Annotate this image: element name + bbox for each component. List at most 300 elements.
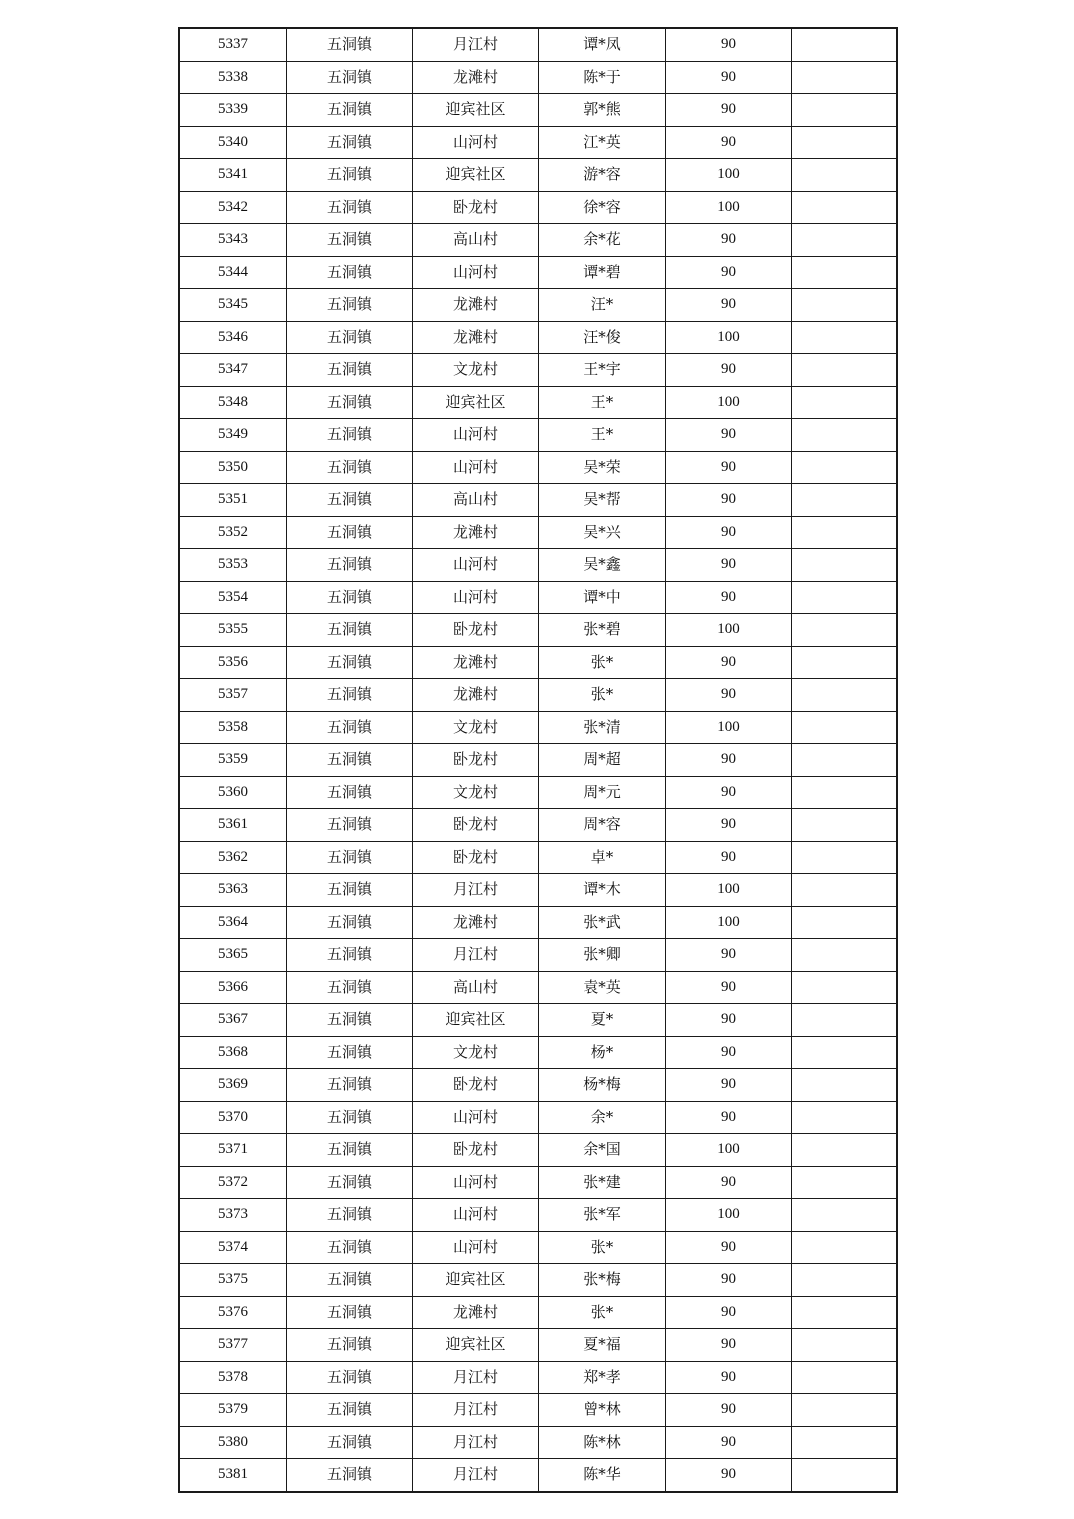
table-row xyxy=(179,1069,897,1102)
village-cell: 卧龙村 xyxy=(413,809,539,842)
town-cell: 五洞镇 xyxy=(287,419,413,452)
amount-cell: 90 xyxy=(666,256,792,289)
person-name-cell: 谭*碧 xyxy=(539,256,666,289)
serial-number-cell: 5360 xyxy=(179,776,287,809)
amount-cell: 90 xyxy=(666,516,792,549)
serial-number-cell: 5340 xyxy=(179,126,287,159)
village-cell: 山河村 xyxy=(413,1199,539,1232)
table-row xyxy=(179,1004,897,1037)
person-name-cell: 周*元 xyxy=(539,776,666,809)
serial-number-cell: 5342 xyxy=(179,191,287,224)
town-cell: 五洞镇 xyxy=(287,1166,413,1199)
person-name-cell: 夏*福 xyxy=(539,1329,666,1362)
town-cell: 五洞镇 xyxy=(287,711,413,744)
person-name-cell: 杨*梅 xyxy=(539,1069,666,1102)
town-cell: 五洞镇 xyxy=(287,1296,413,1329)
village-cell: 迎宾社区 xyxy=(413,1329,539,1362)
village-cell: 山河村 xyxy=(413,1101,539,1134)
remark-cell xyxy=(792,484,898,517)
remark-cell xyxy=(792,1134,898,1167)
town-cell: 五洞镇 xyxy=(287,744,413,777)
table-row xyxy=(179,744,897,777)
town-cell: 五洞镇 xyxy=(287,484,413,517)
remark-cell xyxy=(792,1264,898,1297)
serial-number-cell: 5374 xyxy=(179,1231,287,1264)
person-name-cell: 余* xyxy=(539,1101,666,1134)
person-name-cell: 王* xyxy=(539,419,666,452)
person-name-cell: 王*宇 xyxy=(539,354,666,387)
person-name-cell: 张*卿 xyxy=(539,939,666,972)
table-row xyxy=(179,1264,897,1297)
table-row xyxy=(179,874,897,907)
person-name-cell: 袁*英 xyxy=(539,971,666,1004)
serial-number-cell: 5358 xyxy=(179,711,287,744)
amount-cell: 90 xyxy=(666,1036,792,1069)
table-row xyxy=(179,809,897,842)
remark-cell xyxy=(792,906,898,939)
serial-number-cell: 5341 xyxy=(179,159,287,192)
remark-cell xyxy=(792,549,898,582)
town-cell: 五洞镇 xyxy=(287,354,413,387)
village-cell: 高山村 xyxy=(413,224,539,257)
amount-cell: 90 xyxy=(666,1069,792,1102)
remark-cell xyxy=(792,744,898,777)
table-row xyxy=(179,159,897,192)
person-name-cell: 曾*林 xyxy=(539,1394,666,1427)
village-cell: 月江村 xyxy=(413,1459,539,1492)
remark-cell xyxy=(792,711,898,744)
town-cell: 五洞镇 xyxy=(287,451,413,484)
serial-number-cell: 5354 xyxy=(179,581,287,614)
town-cell: 五洞镇 xyxy=(287,94,413,127)
village-cell: 月江村 xyxy=(413,1361,539,1394)
town-cell: 五洞镇 xyxy=(287,1004,413,1037)
table-row xyxy=(179,224,897,257)
remark-cell xyxy=(792,1199,898,1232)
town-cell: 五洞镇 xyxy=(287,679,413,712)
town-cell: 五洞镇 xyxy=(287,1069,413,1102)
amount-cell: 100 xyxy=(666,906,792,939)
remark-cell xyxy=(792,256,898,289)
serial-number-cell: 5364 xyxy=(179,906,287,939)
amount-cell: 90 xyxy=(666,94,792,127)
table-row xyxy=(179,841,897,874)
town-cell: 五洞镇 xyxy=(287,809,413,842)
person-name-cell: 卓* xyxy=(539,841,666,874)
town-cell: 五洞镇 xyxy=(287,646,413,679)
town-cell: 五洞镇 xyxy=(287,1426,413,1459)
serial-number-cell: 5347 xyxy=(179,354,287,387)
remark-cell xyxy=(792,224,898,257)
town-cell: 五洞镇 xyxy=(287,1361,413,1394)
person-name-cell: 张* xyxy=(539,1296,666,1329)
table-row xyxy=(179,386,897,419)
village-cell: 卧龙村 xyxy=(413,614,539,647)
serial-number-cell: 5377 xyxy=(179,1329,287,1362)
remark-cell xyxy=(792,159,898,192)
remark-cell xyxy=(792,1296,898,1329)
village-cell: 龙滩村 xyxy=(413,906,539,939)
table-row xyxy=(179,1231,897,1264)
table-row xyxy=(179,1134,897,1167)
remark-cell xyxy=(792,191,898,224)
person-name-cell: 张*军 xyxy=(539,1199,666,1232)
amount-cell: 100 xyxy=(666,874,792,907)
town-cell: 五洞镇 xyxy=(287,549,413,582)
serial-number-cell: 5348 xyxy=(179,386,287,419)
serial-number-cell: 5380 xyxy=(179,1426,287,1459)
serial-number-cell: 5378 xyxy=(179,1361,287,1394)
person-name-cell: 谭*中 xyxy=(539,581,666,614)
serial-number-cell: 5350 xyxy=(179,451,287,484)
village-cell: 卧龙村 xyxy=(413,841,539,874)
amount-cell: 100 xyxy=(666,614,792,647)
person-name-cell: 陈*华 xyxy=(539,1459,666,1492)
amount-cell: 100 xyxy=(666,711,792,744)
amount-cell: 100 xyxy=(666,1199,792,1232)
table-row xyxy=(179,256,897,289)
table-row xyxy=(179,971,897,1004)
remark-cell xyxy=(792,614,898,647)
amount-cell: 90 xyxy=(666,744,792,777)
village-cell: 文龙村 xyxy=(413,354,539,387)
remark-cell xyxy=(792,646,898,679)
amount-cell: 100 xyxy=(666,159,792,192)
village-cell: 卧龙村 xyxy=(413,191,539,224)
serial-number-cell: 5367 xyxy=(179,1004,287,1037)
amount-cell: 90 xyxy=(666,1426,792,1459)
remark-cell xyxy=(792,971,898,1004)
village-cell: 月江村 xyxy=(413,28,539,61)
remark-cell xyxy=(792,874,898,907)
person-name-cell: 张* xyxy=(539,679,666,712)
serial-number-cell: 5361 xyxy=(179,809,287,842)
remark-cell xyxy=(792,1036,898,1069)
serial-number-cell: 5365 xyxy=(179,939,287,972)
amount-cell: 90 xyxy=(666,971,792,1004)
person-name-cell: 张*建 xyxy=(539,1166,666,1199)
table-row xyxy=(179,939,897,972)
table-row xyxy=(179,1459,897,1492)
village-cell: 迎宾社区 xyxy=(413,386,539,419)
table-row xyxy=(179,126,897,159)
amount-cell: 90 xyxy=(666,1264,792,1297)
table-row xyxy=(179,581,897,614)
serial-number-cell: 5379 xyxy=(179,1394,287,1427)
remark-cell xyxy=(792,94,898,127)
remark-cell xyxy=(792,126,898,159)
remark-cell xyxy=(792,451,898,484)
amount-cell: 90 xyxy=(666,419,792,452)
person-name-cell: 谭*凤 xyxy=(539,28,666,61)
amount-cell: 90 xyxy=(666,939,792,972)
remark-cell xyxy=(792,776,898,809)
town-cell: 五洞镇 xyxy=(287,614,413,647)
serial-number-cell: 5366 xyxy=(179,971,287,1004)
table-row xyxy=(179,1036,897,1069)
town-cell: 五洞镇 xyxy=(287,1231,413,1264)
town-cell: 五洞镇 xyxy=(287,28,413,61)
amount-cell: 90 xyxy=(666,1329,792,1362)
person-name-cell: 杨* xyxy=(539,1036,666,1069)
person-name-cell: 吴*鑫 xyxy=(539,549,666,582)
amount-cell: 90 xyxy=(666,549,792,582)
person-name-cell: 张*梅 xyxy=(539,1264,666,1297)
table-row xyxy=(179,679,897,712)
serial-number-cell: 5338 xyxy=(179,61,287,94)
amount-cell: 90 xyxy=(666,354,792,387)
remark-cell xyxy=(792,809,898,842)
remark-cell xyxy=(792,1329,898,1362)
person-name-cell: 郭*熊 xyxy=(539,94,666,127)
amount-cell: 90 xyxy=(666,451,792,484)
amount-cell: 90 xyxy=(666,28,792,61)
person-name-cell: 江*英 xyxy=(539,126,666,159)
table-row xyxy=(179,1199,897,1232)
amount-cell: 90 xyxy=(666,646,792,679)
amount-cell: 90 xyxy=(666,484,792,517)
amount-cell: 90 xyxy=(666,1394,792,1427)
remark-cell xyxy=(792,1394,898,1427)
serial-number-cell: 5375 xyxy=(179,1264,287,1297)
amount-cell: 90 xyxy=(666,1459,792,1492)
person-name-cell: 余*花 xyxy=(539,224,666,257)
person-name-cell: 王* xyxy=(539,386,666,419)
amount-cell: 100 xyxy=(666,386,792,419)
serial-number-cell: 5349 xyxy=(179,419,287,452)
amount-cell: 90 xyxy=(666,1296,792,1329)
town-cell: 五洞镇 xyxy=(287,1459,413,1492)
person-name-cell: 游*容 xyxy=(539,159,666,192)
table-row xyxy=(179,776,897,809)
town-cell: 五洞镇 xyxy=(287,224,413,257)
town-cell: 五洞镇 xyxy=(287,1199,413,1232)
amount-cell: 90 xyxy=(666,126,792,159)
village-cell: 文龙村 xyxy=(413,1036,539,1069)
remark-cell xyxy=(792,841,898,874)
serial-number-cell: 5376 xyxy=(179,1296,287,1329)
town-cell: 五洞镇 xyxy=(287,386,413,419)
remark-cell xyxy=(792,1361,898,1394)
town-cell: 五洞镇 xyxy=(287,581,413,614)
serial-number-cell: 5345 xyxy=(179,289,287,322)
serial-number-cell: 5363 xyxy=(179,874,287,907)
table-row xyxy=(179,1166,897,1199)
serial-number-cell: 5355 xyxy=(179,614,287,647)
village-cell: 迎宾社区 xyxy=(413,1264,539,1297)
town-cell: 五洞镇 xyxy=(287,1264,413,1297)
serial-number-cell: 5337 xyxy=(179,28,287,61)
village-cell: 山河村 xyxy=(413,419,539,452)
serial-number-cell: 5353 xyxy=(179,549,287,582)
table-row xyxy=(179,1426,897,1459)
amount-cell: 90 xyxy=(666,679,792,712)
remark-cell xyxy=(792,1459,898,1492)
town-cell: 五洞镇 xyxy=(287,126,413,159)
table-row xyxy=(179,1329,897,1362)
person-name-cell: 余*国 xyxy=(539,1134,666,1167)
remark-cell xyxy=(792,61,898,94)
village-cell: 龙滩村 xyxy=(413,679,539,712)
amount-cell: 90 xyxy=(666,581,792,614)
serial-number-cell: 5372 xyxy=(179,1166,287,1199)
amount-cell: 90 xyxy=(666,61,792,94)
table-row xyxy=(179,516,897,549)
village-cell: 山河村 xyxy=(413,256,539,289)
town-cell: 五洞镇 xyxy=(287,776,413,809)
town-cell: 五洞镇 xyxy=(287,321,413,354)
town-cell: 五洞镇 xyxy=(287,1036,413,1069)
table-row xyxy=(179,549,897,582)
person-name-cell: 张* xyxy=(539,1231,666,1264)
table-row xyxy=(179,354,897,387)
serial-number-cell: 5381 xyxy=(179,1459,287,1492)
table-row xyxy=(179,646,897,679)
serial-number-cell: 5346 xyxy=(179,321,287,354)
village-cell: 龙滩村 xyxy=(413,321,539,354)
village-cell: 山河村 xyxy=(413,126,539,159)
village-cell: 山河村 xyxy=(413,581,539,614)
remark-cell xyxy=(792,939,898,972)
person-name-cell: 周*容 xyxy=(539,809,666,842)
table-row xyxy=(179,1394,897,1427)
remark-cell xyxy=(792,419,898,452)
village-cell: 高山村 xyxy=(413,484,539,517)
village-cell: 山河村 xyxy=(413,549,539,582)
village-cell: 龙滩村 xyxy=(413,289,539,322)
town-cell: 五洞镇 xyxy=(287,874,413,907)
serial-number-cell: 5370 xyxy=(179,1101,287,1134)
person-name-cell: 吴*兴 xyxy=(539,516,666,549)
town-cell: 五洞镇 xyxy=(287,1134,413,1167)
remark-cell xyxy=(792,581,898,614)
remark-cell xyxy=(792,321,898,354)
person-name-cell: 汪*俊 xyxy=(539,321,666,354)
remark-cell xyxy=(792,679,898,712)
village-cell: 高山村 xyxy=(413,971,539,1004)
table-row xyxy=(179,711,897,744)
town-cell: 五洞镇 xyxy=(287,939,413,972)
village-cell: 卧龙村 xyxy=(413,1134,539,1167)
table-body xyxy=(179,28,897,1492)
amount-cell: 90 xyxy=(666,776,792,809)
serial-number-cell: 5357 xyxy=(179,679,287,712)
village-cell: 文龙村 xyxy=(413,776,539,809)
amount-cell: 90 xyxy=(666,809,792,842)
remark-cell xyxy=(792,1101,898,1134)
person-name-cell: 徐*容 xyxy=(539,191,666,224)
table-row xyxy=(179,1296,897,1329)
serial-number-cell: 5343 xyxy=(179,224,287,257)
town-cell: 五洞镇 xyxy=(287,971,413,1004)
remark-cell xyxy=(792,516,898,549)
person-name-cell: 汪* xyxy=(539,289,666,322)
table-row xyxy=(179,484,897,517)
village-cell: 月江村 xyxy=(413,1394,539,1427)
person-name-cell: 张*碧 xyxy=(539,614,666,647)
person-name-cell: 周*超 xyxy=(539,744,666,777)
person-name-cell: 谭*木 xyxy=(539,874,666,907)
amount-cell: 90 xyxy=(666,1004,792,1037)
person-name-cell: 吴*荣 xyxy=(539,451,666,484)
village-cell: 迎宾社区 xyxy=(413,1004,539,1037)
data-table xyxy=(178,27,898,1493)
town-cell: 五洞镇 xyxy=(287,256,413,289)
remark-cell xyxy=(792,1004,898,1037)
village-cell: 龙滩村 xyxy=(413,1296,539,1329)
table-row xyxy=(179,906,897,939)
town-cell: 五洞镇 xyxy=(287,841,413,874)
serial-number-cell: 5369 xyxy=(179,1069,287,1102)
village-cell: 龙滩村 xyxy=(413,516,539,549)
amount-cell: 90 xyxy=(666,841,792,874)
town-cell: 五洞镇 xyxy=(287,289,413,322)
serial-number-cell: 5371 xyxy=(179,1134,287,1167)
town-cell: 五洞镇 xyxy=(287,1394,413,1427)
village-cell: 卧龙村 xyxy=(413,744,539,777)
village-cell: 文龙村 xyxy=(413,711,539,744)
remark-cell xyxy=(792,28,898,61)
amount-cell: 100 xyxy=(666,321,792,354)
town-cell: 五洞镇 xyxy=(287,191,413,224)
person-name-cell: 郑*孝 xyxy=(539,1361,666,1394)
serial-number-cell: 5339 xyxy=(179,94,287,127)
remark-cell xyxy=(792,1166,898,1199)
amount-cell: 90 xyxy=(666,1361,792,1394)
town-cell: 五洞镇 xyxy=(287,906,413,939)
table-row xyxy=(179,94,897,127)
remark-cell xyxy=(792,1426,898,1459)
table-row xyxy=(179,61,897,94)
village-cell: 山河村 xyxy=(413,451,539,484)
village-cell: 月江村 xyxy=(413,874,539,907)
serial-number-cell: 5359 xyxy=(179,744,287,777)
remark-cell xyxy=(792,1069,898,1102)
remark-cell xyxy=(792,289,898,322)
table-row xyxy=(179,451,897,484)
serial-number-cell: 5356 xyxy=(179,646,287,679)
person-name-cell: 张*清 xyxy=(539,711,666,744)
serial-number-cell: 5362 xyxy=(179,841,287,874)
amount-cell: 90 xyxy=(666,224,792,257)
person-name-cell: 张* xyxy=(539,646,666,679)
town-cell: 五洞镇 xyxy=(287,516,413,549)
village-cell: 龙滩村 xyxy=(413,646,539,679)
amount-cell: 90 xyxy=(666,289,792,322)
serial-number-cell: 5368 xyxy=(179,1036,287,1069)
table-row xyxy=(179,1361,897,1394)
amount-cell: 100 xyxy=(666,191,792,224)
person-name-cell: 吴*帮 xyxy=(539,484,666,517)
town-cell: 五洞镇 xyxy=(287,61,413,94)
town-cell: 五洞镇 xyxy=(287,1329,413,1362)
village-cell: 月江村 xyxy=(413,939,539,972)
table-row xyxy=(179,191,897,224)
village-cell: 月江村 xyxy=(413,1426,539,1459)
table-row xyxy=(179,289,897,322)
table-row xyxy=(179,614,897,647)
village-cell: 卧龙村 xyxy=(413,1069,539,1102)
table-row xyxy=(179,419,897,452)
town-cell: 五洞镇 xyxy=(287,159,413,192)
village-cell: 迎宾社区 xyxy=(413,159,539,192)
person-name-cell: 陈*林 xyxy=(539,1426,666,1459)
person-name-cell: 张*武 xyxy=(539,906,666,939)
table-row xyxy=(179,1101,897,1134)
serial-number-cell: 5344 xyxy=(179,256,287,289)
amount-cell: 90 xyxy=(666,1231,792,1264)
serial-number-cell: 5352 xyxy=(179,516,287,549)
